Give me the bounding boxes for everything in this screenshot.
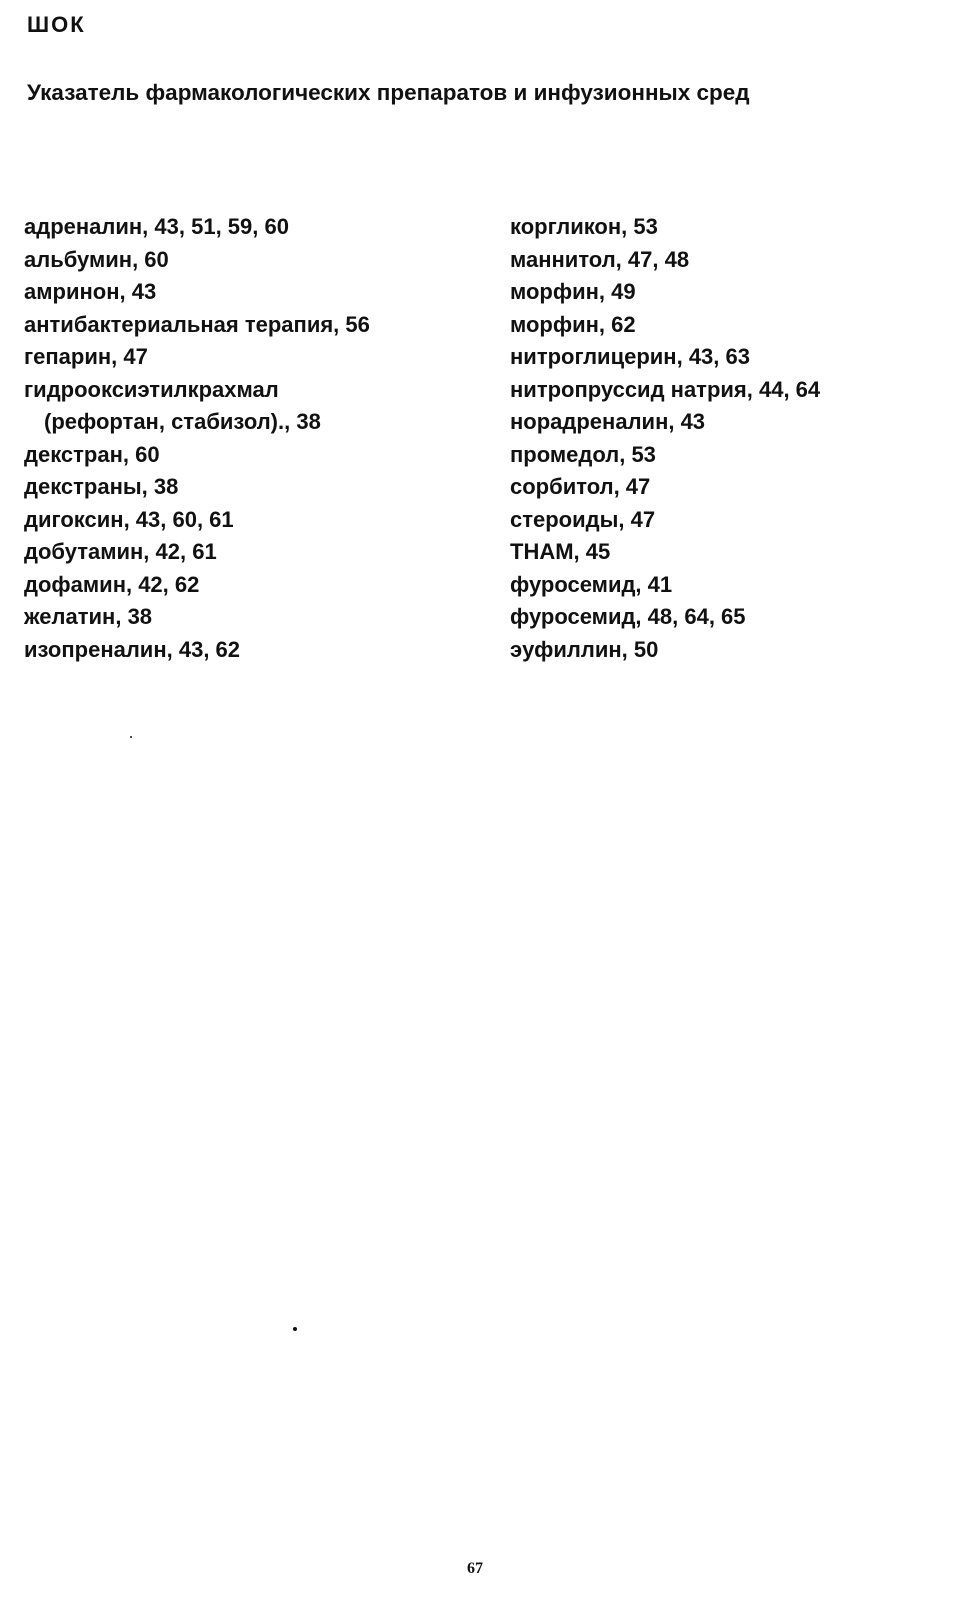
index-entry: [510, 276, 950, 309]
index-entry-text: промедол, 53: [510, 441, 656, 467]
index-entry-text: нитропруссид натрия,: [510, 376, 759, 402]
index-entry: [24, 569, 474, 602]
index-entry-emphasis: 48: [664, 246, 690, 272]
index-entry: [510, 406, 950, 439]
index-entry: [24, 601, 474, 634]
index-entry: [24, 439, 474, 472]
index-entry-text: нитроглицерин, 43, 63: [510, 344, 750, 369]
index-entry-text: сорбитол, 47: [510, 474, 651, 499]
index-entry-text: THAM, 45: [510, 539, 611, 564]
index-entry-text: фуросемид, 48, 64, 65: [510, 604, 746, 629]
index-entry: [510, 471, 950, 504]
index-entry: [510, 244, 950, 277]
index-entry: [24, 341, 474, 374]
index-entry-text: желатин, 38: [24, 604, 153, 629]
index-title: Указатель фармакологических препаратов и инфузионных сред: [27, 80, 750, 105]
index-entry-text: дигоксин, 43, 60, 61: [24, 506, 234, 532]
index-entry-emphasis: льная терапия, 56: [172, 311, 370, 337]
index-entry-text: альбумин, 60: [24, 246, 169, 272]
index-column-right: [510, 211, 950, 666]
index-entry-text: декстран, 60: [24, 441, 160, 467]
index-entry: [510, 439, 950, 472]
index-entry-text: (рефортан, стабизол).,: [44, 409, 297, 434]
index-entry: [510, 211, 950, 244]
running-head: ШОК: [27, 12, 86, 37]
index-entry-emphasis: 44, 64: [758, 376, 821, 402]
index-entry: [510, 309, 950, 342]
index-entry-text: адреналин, 43, 51, 59, 60: [24, 214, 289, 239]
index-entry-text: гепарин, 47: [24, 344, 148, 369]
index-entry: [24, 504, 474, 537]
index-entry-text: эуфиллин, 50: [510, 636, 659, 662]
index-entry: [24, 634, 474, 667]
index-entry: [24, 471, 474, 504]
index-entry-text: морфин, 49: [510, 279, 636, 304]
index-entry: [510, 634, 950, 667]
print-speck: [130, 736, 132, 738]
index-entry: [510, 504, 950, 537]
index-entry: [24, 309, 474, 342]
index-entry: [510, 536, 950, 569]
index-entry-text: декстраны, 38: [24, 474, 179, 499]
index-entry: [24, 406, 474, 439]
index-entry-text: маннитол, 47,: [510, 246, 665, 272]
index-entry-text: фуросемид, 41: [510, 571, 673, 597]
index-entry: [510, 601, 950, 634]
index-column-left: [24, 211, 474, 666]
index-entry-text: добутамин, 42, 61: [24, 539, 217, 564]
index-entry: [24, 536, 474, 569]
index-entry: [24, 211, 474, 244]
index-entry-text: антибактериа: [24, 311, 173, 337]
index-entry-text: норадреналин, 43: [510, 409, 706, 434]
index-entry: [24, 374, 474, 407]
index-entry: [510, 569, 950, 602]
page-number: 67: [467, 1560, 483, 1577]
print-speck: [293, 1327, 297, 1331]
index-entry: [510, 374, 950, 407]
index-entry-text: дофамин, 42, 62: [24, 571, 200, 597]
index-entry-text: гидрооксиэтилкрахмал: [24, 376, 279, 402]
index-entry-text: амринон, 43: [24, 279, 157, 304]
index-entry-text: стероиды, 47: [510, 506, 656, 532]
index-entry-text: морфин, 62: [510, 311, 636, 337]
index-entry: [24, 244, 474, 277]
index-entry-emphasis: 38: [296, 409, 321, 434]
index-entry: [510, 341, 950, 374]
index-entry-text: коргликон, 53: [510, 214, 658, 239]
index-entry: [24, 276, 474, 309]
index-entry-text: изопреналин, 43, 62: [24, 636, 241, 662]
